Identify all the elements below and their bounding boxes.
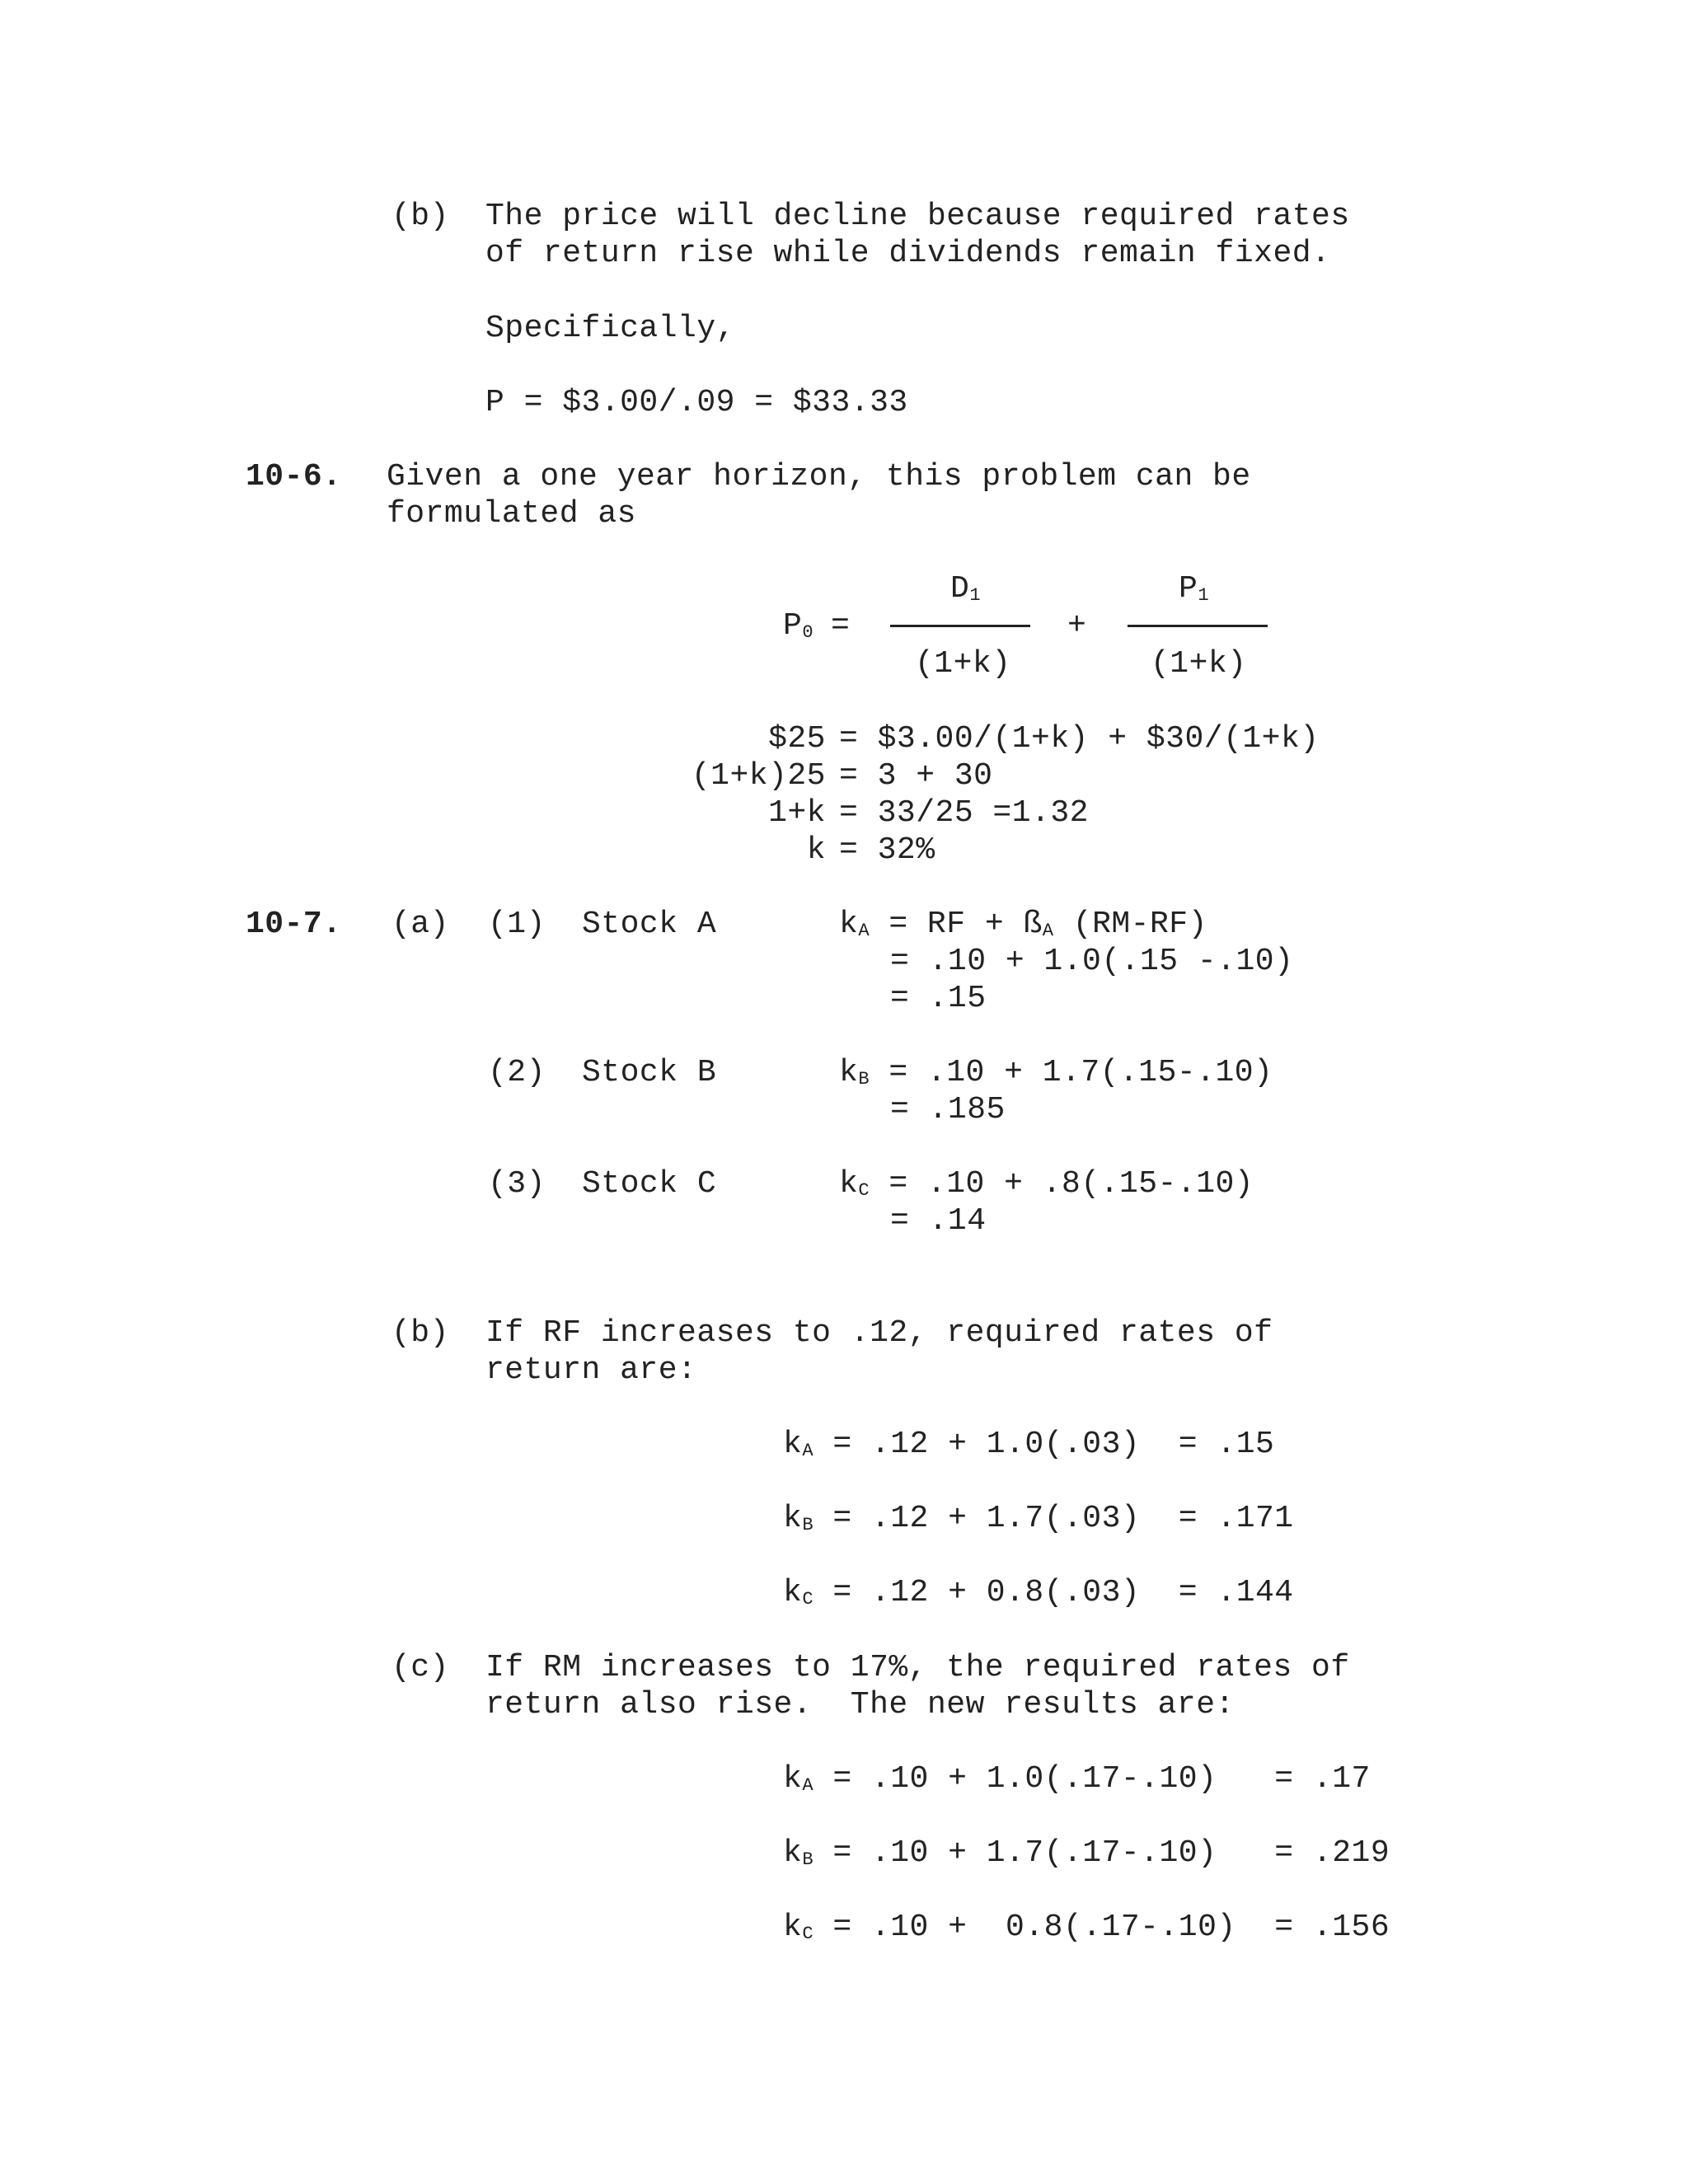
b-eq-kb: kB = .12 + 1.7(.03) = .171 xyxy=(783,1501,1294,1536)
kb-line2: = .185 xyxy=(890,1092,1006,1127)
item-1-stock: Stock A xyxy=(582,907,717,942)
part-b-line2: of return rise while dividends remain fixed. xyxy=(485,236,1331,271)
kc-line2: = .14 xyxy=(890,1203,987,1239)
part-b2-line2: return are: xyxy=(485,1352,697,1388)
step2-rhs: = 3 + 30 xyxy=(839,758,993,794)
b-eq-kc: kC = .12 + 0.8(.03) = .144 xyxy=(783,1575,1294,1610)
specifically-text: Specifically, xyxy=(485,311,735,346)
problem-number-10-7: 10-7. xyxy=(246,907,342,942)
step1-rhs: = $3.00/(1+k) + $30/(1+k) xyxy=(839,721,1320,757)
c-eq-ka: kA = .10 + 1.0(.17-.10) = .17 xyxy=(783,1761,1371,1797)
item-3-number: (3) xyxy=(488,1166,546,1202)
step4-rhs: = 32% xyxy=(839,832,935,868)
step2-lhs: (1+k)25 xyxy=(691,758,826,794)
problem-number-10-6: 10-6. xyxy=(246,459,342,494)
step1-lhs: $25 xyxy=(768,721,826,757)
ka-formula: kA = RF + ßA (RM-RF) xyxy=(839,907,1207,942)
problem-10-6-line2: formulated as xyxy=(387,496,636,532)
b-eq-ka: kA = .12 + 1.0(.03) = .15 xyxy=(783,1427,1275,1462)
kc-formula: kC = .10 + .8(.15-.10) xyxy=(839,1166,1254,1202)
c-eq-kc: kC = .10 + 0.8(.17-.10) = .156 xyxy=(783,1910,1390,1945)
part-b2-line1: If RF increases to .12, required rates of xyxy=(485,1315,1273,1351)
part-c-line2: return also rise. The new results are: xyxy=(485,1687,1235,1722)
item-3-stock: Stock C xyxy=(582,1166,717,1202)
eq-equals: = xyxy=(831,608,851,644)
eq-lhs: P0 xyxy=(783,608,814,644)
fraction2-denominator: (1+k) xyxy=(1151,646,1247,682)
fraction1-bar xyxy=(890,625,1030,627)
step4-lhs: k xyxy=(806,832,826,868)
item-2-stock: Stock B xyxy=(582,1055,717,1090)
ka-line3: = .15 xyxy=(890,981,987,1016)
ka-line2: = .10 + 1.0(.15 -.10) xyxy=(890,944,1294,979)
part-b-label: (b) xyxy=(392,199,449,234)
step3-rhs: = 33/25 =1.32 xyxy=(839,795,1089,831)
fraction2-bar xyxy=(1128,625,1268,627)
kb-formula: kB = .10 + 1.7(.15-.10) xyxy=(839,1055,1273,1090)
part-a-label: (a) xyxy=(392,907,449,942)
step3-lhs: 1+k xyxy=(768,795,826,831)
part-b2-label: (b) xyxy=(392,1315,449,1351)
c-eq-kb: kB = .10 + 1.7(.17-.10) = .219 xyxy=(783,1835,1390,1871)
part-c-line1: If RM increases to 17%, the required rates of xyxy=(485,1650,1350,1685)
item-1-number: (1) xyxy=(488,907,546,942)
item-2-number: (2) xyxy=(488,1055,546,1090)
fraction1-numerator: D1 xyxy=(950,571,982,607)
eq-plus: + xyxy=(1067,608,1087,644)
problem-10-6-line1: Given a one year horizon, this problem can be xyxy=(387,459,1251,494)
fraction1-denominator: (1+k) xyxy=(915,646,1011,682)
part-c-label: (c) xyxy=(392,1650,449,1685)
part-b-line1: The price will decline because required rates xyxy=(485,199,1350,234)
fraction2-numerator: P1 xyxy=(1179,571,1210,607)
price-formula: P = $3.00/.09 = $33.33 xyxy=(485,385,908,420)
